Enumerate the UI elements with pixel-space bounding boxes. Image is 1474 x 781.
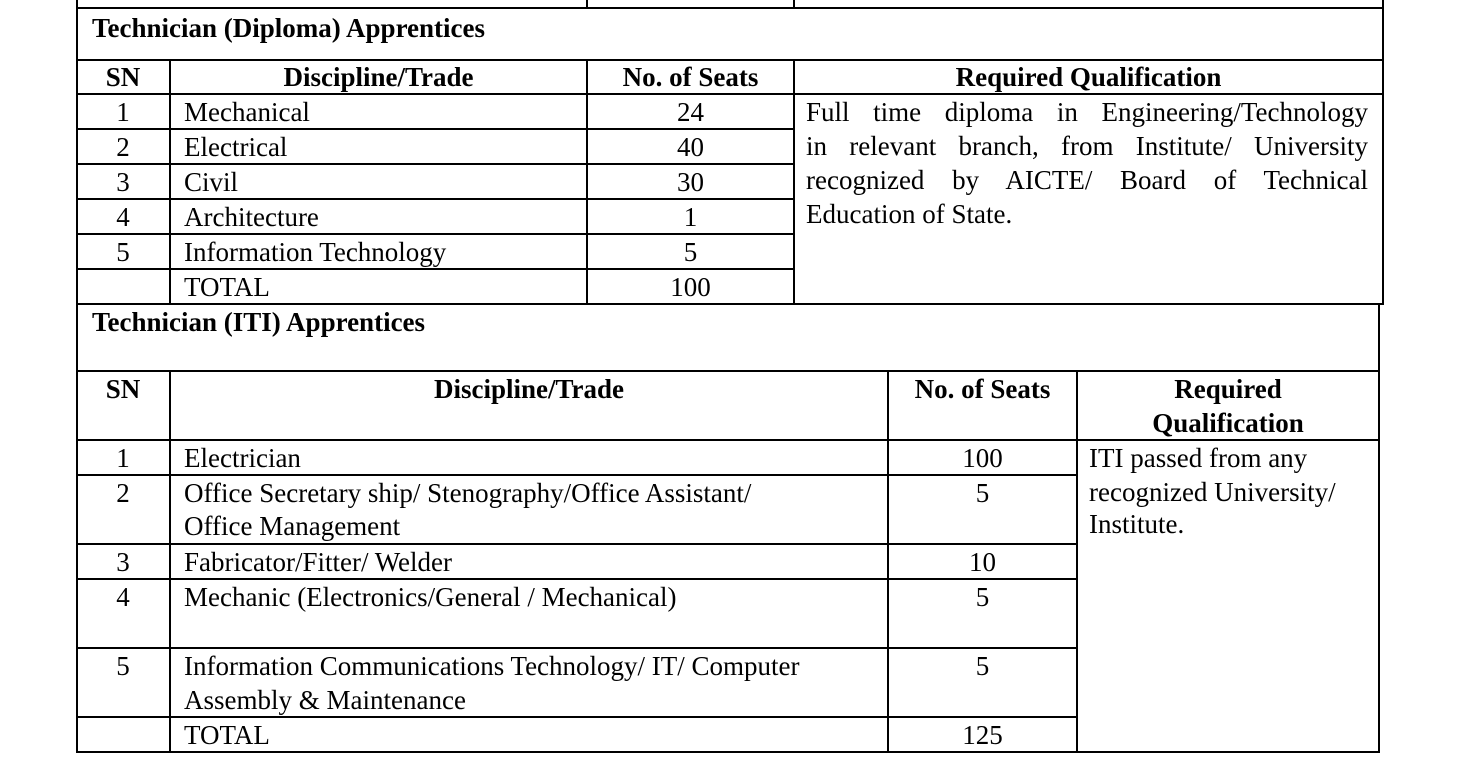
grid-line: [793, 59, 795, 305]
trade-cell: Mechanic (Electronics/General / Mechanical): [184, 582, 677, 612]
total-label: TOTAL: [184, 272, 270, 302]
diploma-header-sn: SN: [105, 62, 141, 92]
trade-cell: Information Communications Technology/ IT/ Computer: [184, 651, 800, 681]
sn-cell: 4: [116, 202, 130, 232]
trade-cell: Electrical: [184, 132, 288, 162]
qualification-line: Full time diploma in Engineering/Technology: [806, 97, 1368, 127]
diploma-header-trade: Discipline/Trade: [283, 62, 474, 92]
trade-cell: Architecture: [184, 202, 319, 232]
iti-header-qualification: Qualification: [1152, 408, 1304, 438]
trade-cell: Electrician: [184, 443, 301, 473]
iti-header-sn: SN: [105, 374, 141, 404]
trade-cell: Office Secretary ship/ Stenography/Office Assistant/: [184, 478, 752, 508]
seats-cell: 30: [677, 167, 704, 197]
qualification-line: ITI passed from any: [1089, 443, 1308, 473]
qualification-line: recognized University/: [1089, 477, 1336, 507]
seats-cell: 10: [969, 547, 996, 577]
seats-cell: 40: [677, 132, 704, 162]
seats-cell: 1: [683, 202, 698, 232]
diploma-header-seats: No. of Seats: [622, 62, 759, 92]
sn-cell: 2: [116, 132, 130, 162]
iti-header-seats: No. of Seats: [914, 374, 1051, 404]
total-label: TOTAL: [184, 720, 270, 750]
diploma-header-qualification: Required Qualification: [955, 62, 1222, 92]
total-seats: 125: [962, 720, 1003, 750]
sn-cell: 3: [116, 167, 130, 197]
sn-cell: 3: [116, 547, 130, 577]
iti-header-qualification: Required: [1174, 374, 1282, 404]
trade-cell: Information Technology: [184, 237, 447, 267]
sn-cell: 5: [116, 237, 130, 267]
trade-cell: Mechanical: [184, 97, 310, 127]
total-seats: 100: [670, 272, 711, 302]
seats-cell: 24: [677, 97, 704, 127]
sn-cell: 4: [116, 582, 130, 612]
qualification-line: Education of State.: [806, 199, 1013, 229]
trade-cell: Assembly & Maintenance: [184, 685, 466, 715]
outer-right-border: [1382, 0, 1384, 305]
trade-cell: Office Management: [184, 511, 401, 541]
iti-header-trade: Discipline/Trade: [433, 374, 624, 404]
sn-cell: 1: [116, 443, 130, 473]
seats-cell: 5: [683, 237, 698, 267]
trade-cell: Fabricator/Fitter/ Welder: [184, 547, 452, 577]
sn-cell: 2: [116, 478, 130, 508]
grid-line: [76, 7, 1384, 9]
seats-cell: 5: [975, 651, 990, 681]
grid-line: [76, 751, 1380, 753]
seats-cell: 5: [975, 478, 990, 508]
diploma-section-heading: Technician (Diploma) Apprentices: [92, 13, 486, 43]
qualification-line: in relevant branch, from Institute/ University: [806, 131, 1368, 161]
qualification-line: recognized by AICTE/ Board of Technical: [806, 165, 1368, 195]
seats-cell: 5: [975, 582, 990, 612]
sn-cell: 1: [116, 97, 130, 127]
iti-section-heading: Technician (ITI) Apprentices: [92, 307, 426, 337]
qualification-line: Institute.: [1089, 509, 1185, 539]
trade-cell: Civil: [184, 167, 239, 197]
sn-cell: 5: [116, 651, 130, 681]
seats-cell: 100: [962, 443, 1003, 473]
